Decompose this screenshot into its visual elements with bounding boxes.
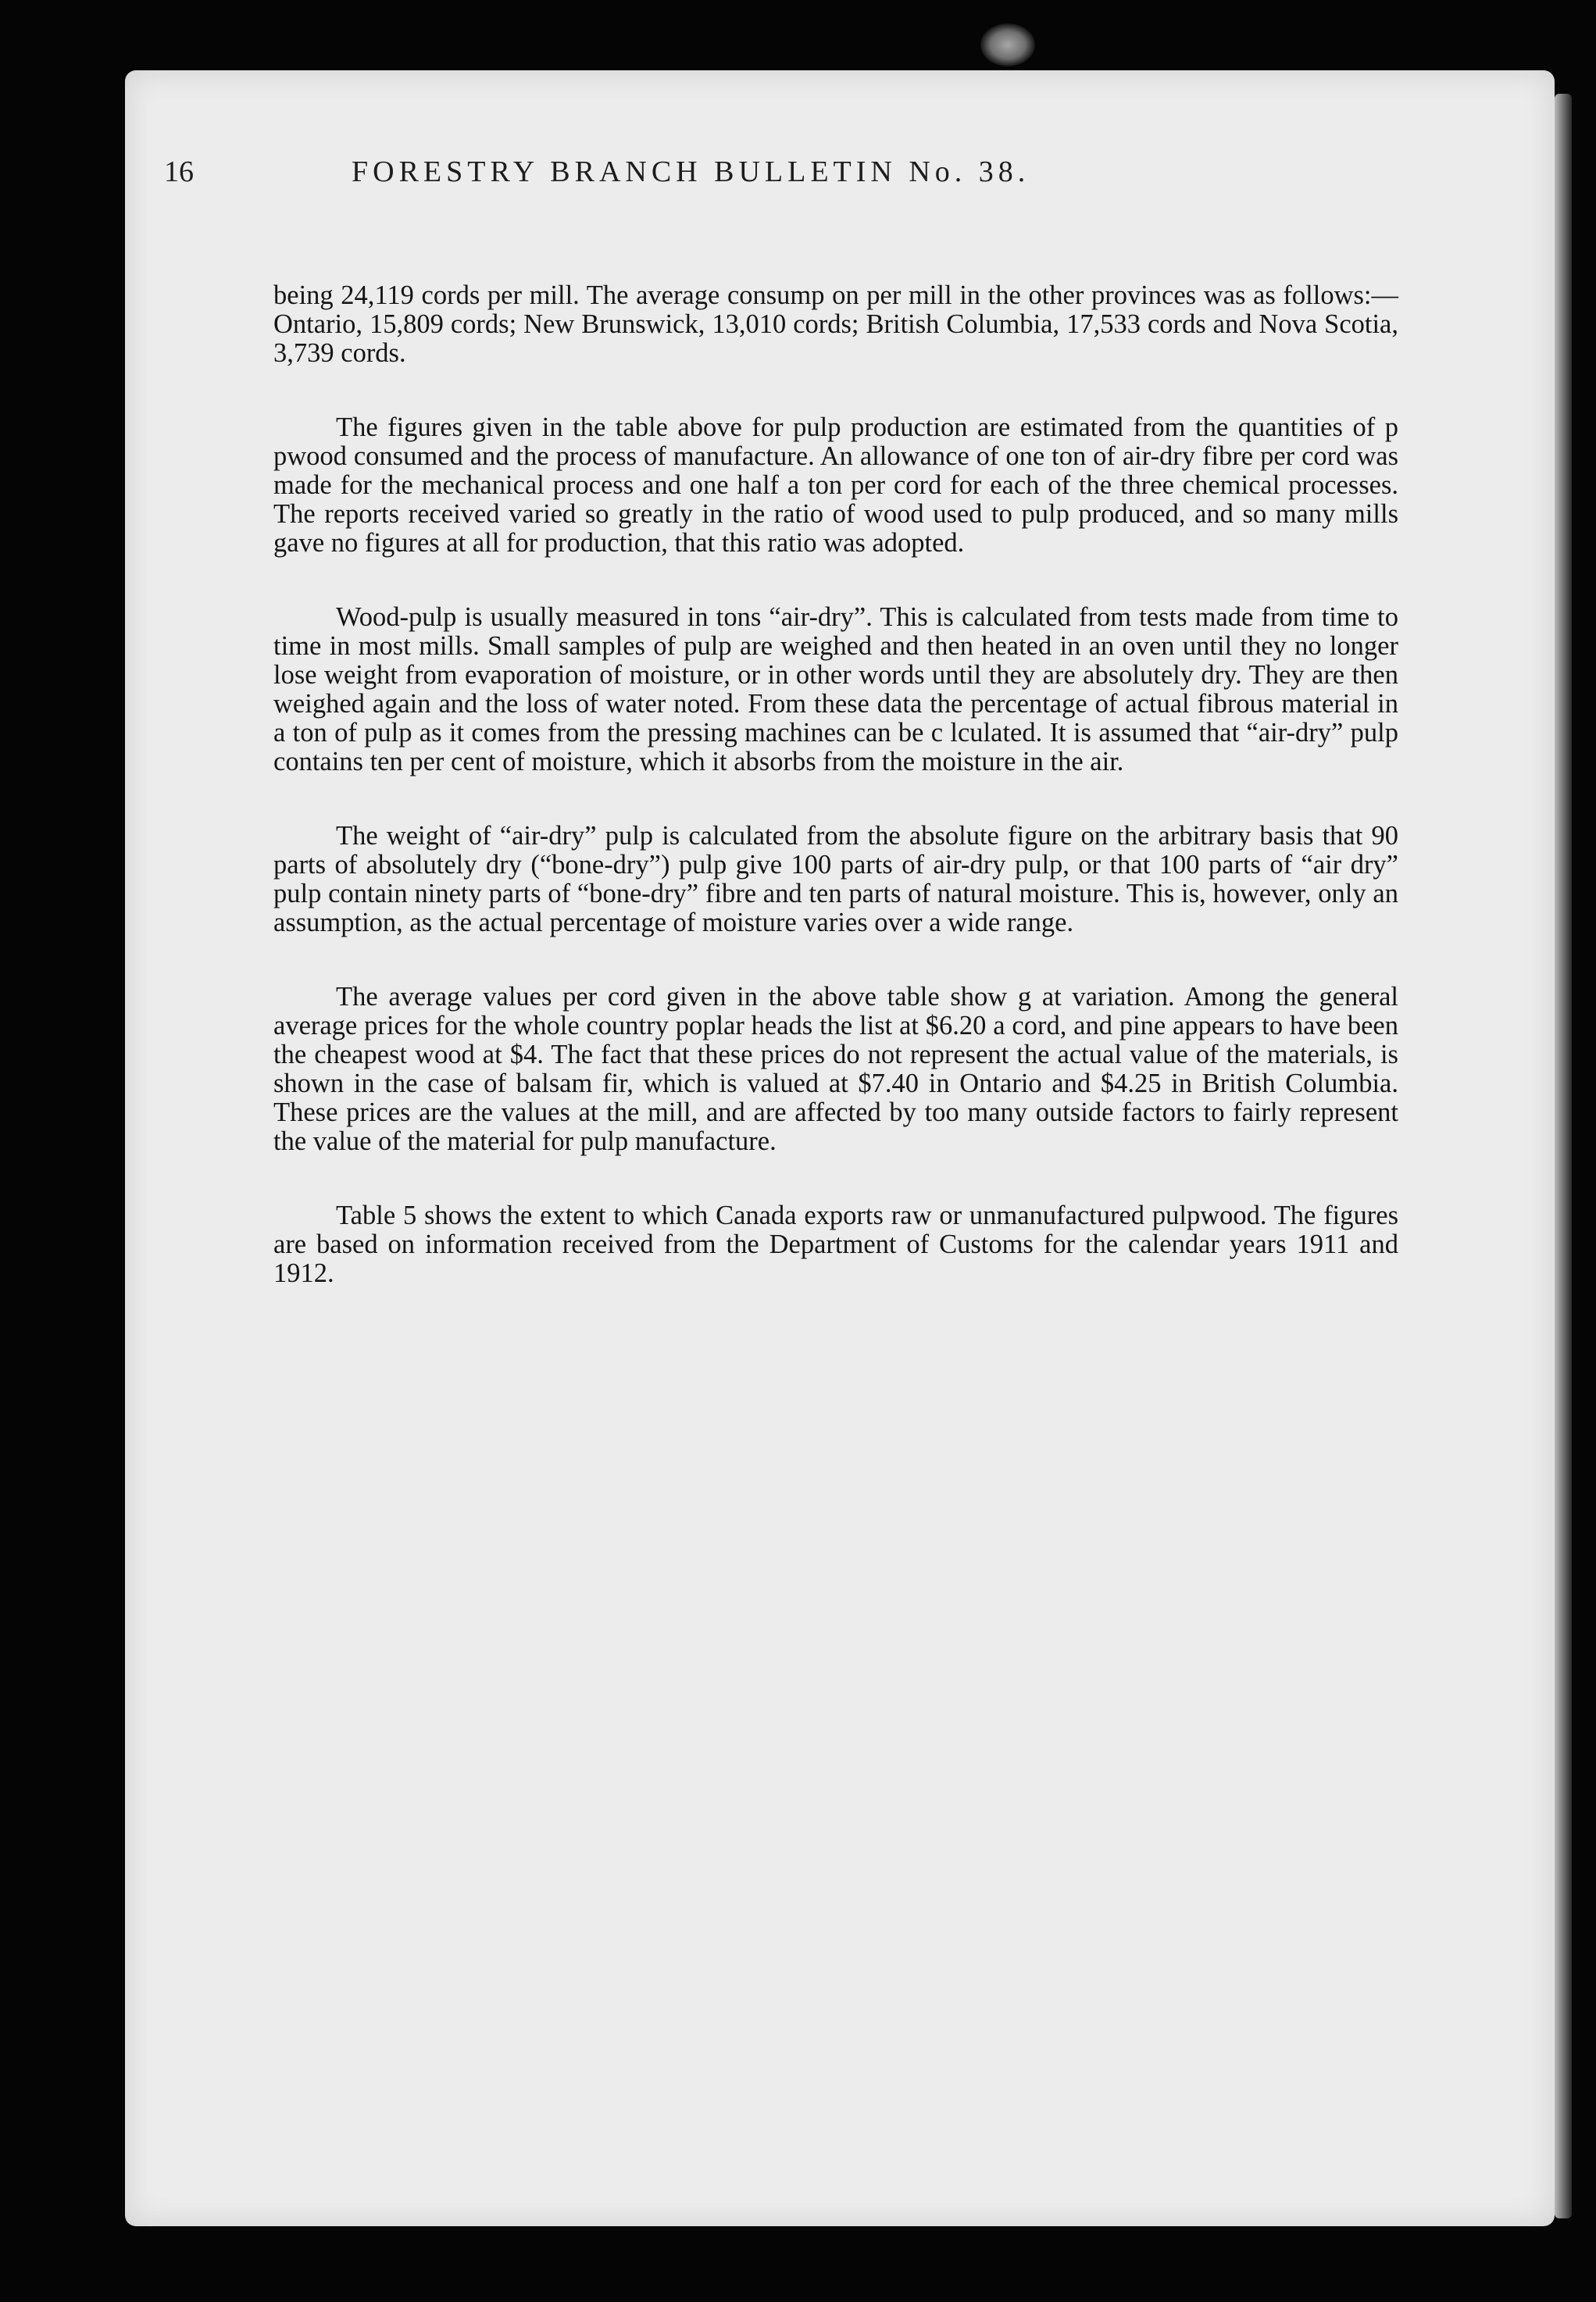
paragraph-5: The average values per cord given in the above table show g at variation. Among the general average prices for the whole country poplar heads the list at $6.20 a cord, and pine appears to have been the cheapest wood at $4. The fact that these prices do not represent the actual value of the materials, is shown in the case of balsam fir, which is valued at $7.40 in Ontario and $4.25 in British Columbia. These prices are the values at the mill, and are affected by too many outside factors to fairly represent the value of the material for pulp manufacture. — [273, 982, 1398, 1156]
body-text — [273, 281, 1398, 1333]
paragraph-2: The figures given in the table above for pulp production are estimated from the quantities of p pwood consumed and the process of manufacture. An allowance of one ton of air-dry fibre per cord was made for the mechanical process and one half a ton per cord for each of the three chemical processes. The reports received varied so greatly in the ratio of wood used to pulp produced, and so many mills gave no figures at all for production, that this ratio was adopted. — [273, 412, 1398, 558]
scan-smudge — [980, 23, 1035, 66]
paragraph-3: Wood-pulp is usually measured in tons “air-dry”. This is calculated from tests made from time to time in most mills. Small samples of pulp are weighed and then heated in an oven until they no longer lose weight from evaporation of moisture, or in other words until they are absolutely dry. They are then weighed again and the loss of water noted. From these data the percentage of actual fibrous material in a ton of pulp as it comes from the pressing machines can be c lculated. It is assumed that “air-dry” pulp contains ten per cent of moisture, which it absorbs from the moisture in the air. — [273, 602, 1398, 776]
paragraph-1: being 24,119 cords per mill. The average consump on per mill in the other provinces was as follows:—Ontario, 15,809 cords; New Brunswick, 13,010 cords; British Columbia, 17,533 cords and Nova Scotia, 3,739 cords. — [273, 280, 1398, 368]
page-number: 16 — [164, 155, 194, 188]
running-title: FORESTRY BRANCH BULLETIN No. 38. — [352, 155, 1030, 188]
paragraph-6: Table 5 shows the extent to which Canada exports raw or unmanufactured pulpwood. The figures are based on information received from the Department of Customs for the calendar years 1911 and 1912. — [273, 1201, 1398, 1288]
page-header — [164, 141, 1234, 203]
paragraph-4: The weight of “air-dry” pulp is calculated from the absolute figure on the arbitrary basis that 90 parts of absolutely dry (“bone-dry”) pulp give 100 parts of air-dry pulp, or that 100 parts of “air dry” pulp contain ninety parts of “bone-dry” fibre and ten parts of natural moisture. This is, however, only an assumption, as the actual percentage of moisture varies over a wide range. — [273, 821, 1398, 937]
page-edge — [1555, 94, 1572, 2218]
